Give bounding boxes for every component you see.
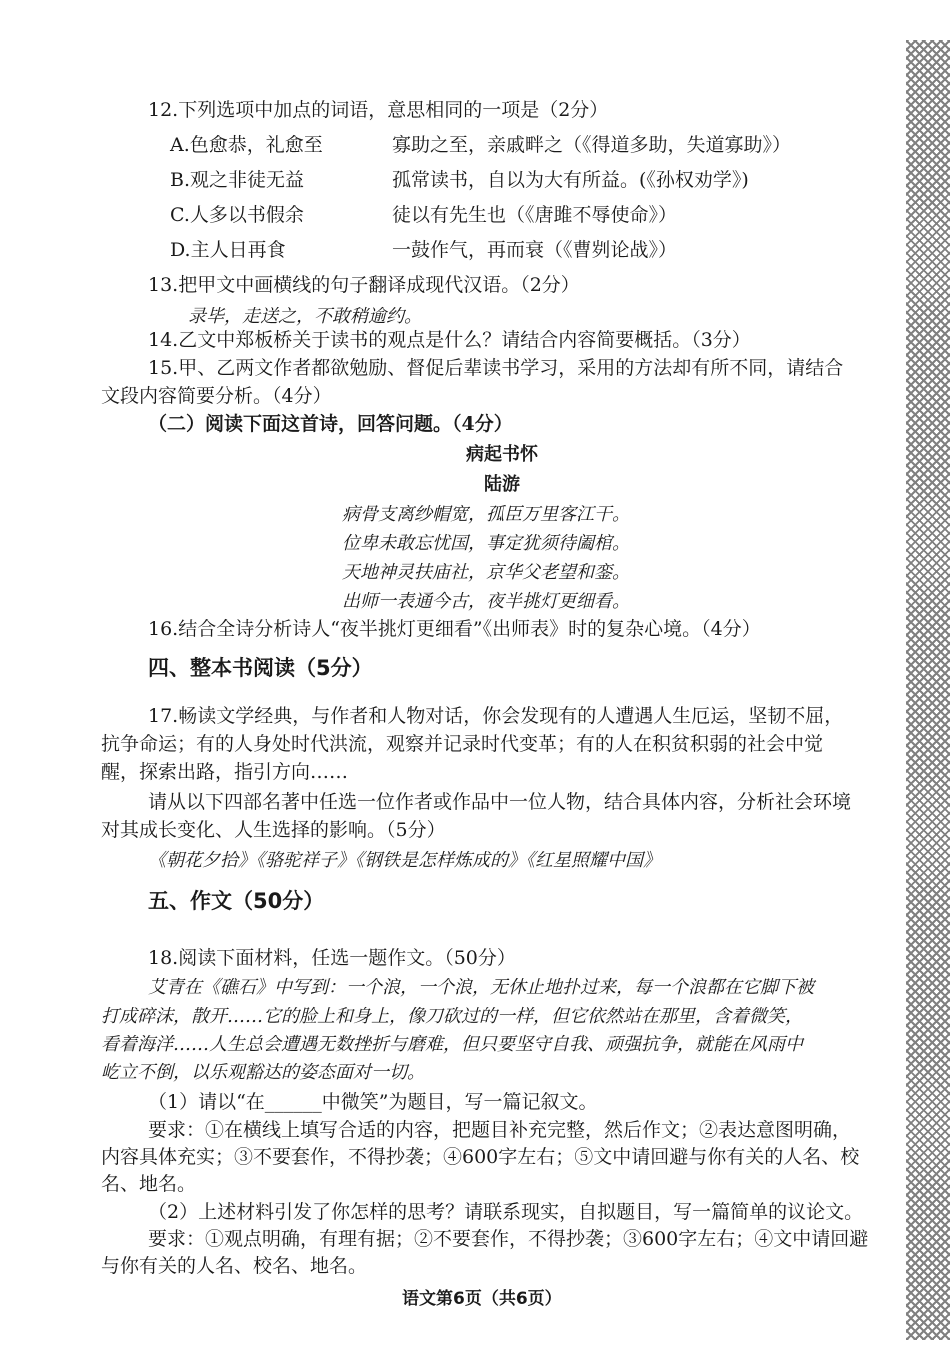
poem-line-4: 出师一表通今古，夜半挑灯更细看。 bbox=[342, 591, 630, 612]
section4-line-5: 对其成长变化、人生选择的影响。（5分） bbox=[101, 819, 446, 841]
q12-option-c-right: 徒以有先生也（《唐雎不辱使命》） bbox=[392, 204, 678, 226]
task1-req-3: 名、地名。 bbox=[101, 1173, 197, 1195]
section4-line-3: 醒，探索出路，指引方向…… bbox=[101, 761, 349, 783]
poem-line-3: 天地神灵扶庙社，京华父老望和銮。 bbox=[342, 562, 630, 583]
q18-stem: 18.阅读下面材料，任选一题作文。（50分） bbox=[148, 947, 516, 969]
q12-option-d-left: D.主人日再食 bbox=[170, 239, 286, 261]
poem-author: 陆游 bbox=[484, 474, 520, 495]
q12-option-d-right: 一鼓作气，再而衰（《曹刿论战》） bbox=[392, 239, 678, 261]
q15-line-1: 15.甲、乙两文作者都欲勉励、督促后辈读书学习，采用的方法却有所不同，请结合 bbox=[148, 357, 844, 379]
q16-stem: 16.结合全诗分析诗人“夜半挑灯更细看”《出师表》时的复杂心境。（4分） bbox=[148, 618, 761, 640]
binding-edge bbox=[906, 40, 950, 1340]
section4-heading: 四、整本书阅读（5分） bbox=[148, 656, 373, 680]
task1-req-1: 要求：①在横线上填写合适的内容，把题目补充完整，然后作文；②表达意图明确， bbox=[148, 1119, 852, 1141]
q13-quote: 录毕，走送之，不敢稍逾约。 bbox=[188, 306, 422, 327]
task2-req-1: 要求：①观点明确，有理有据；②不要套作，不得抄袭；③600字左右；④文中请回避 bbox=[148, 1228, 869, 1250]
section4-line-4: 请从以下四部名著中任选一位作者或作品中一位人物，结合具体内容，分析社会环境 bbox=[148, 791, 852, 813]
poem-title: 病起书怀 bbox=[466, 444, 538, 465]
section4-books: 《朝花夕拾》《骆驼祥子》《钢铁是怎样炼成的》《红星照耀中国》 bbox=[148, 850, 661, 871]
poem-line-2: 位卑未敢忘忧国，事定犹须待阖棺。 bbox=[342, 533, 630, 554]
task2-req-2: 与你有关的人名、校名、地名。 bbox=[101, 1255, 368, 1277]
q12-option-c-left: C.人多以书假余 bbox=[170, 204, 304, 226]
task1-req-2: 内容具体充实；③不要套作，不得抄袭；④600字左右；⑤文中请回避与你有关的人名、校 bbox=[101, 1146, 860, 1168]
section4-line-2: 抗争命运；有的人身处时代洪流，观察并记录时代变革；有的人在积贫积弱的社会中觉 bbox=[101, 733, 824, 755]
section4-line-1: 17.畅读文学经典，与作者和人物对话，你会发现有的人遭遇人生厄运，坚韧不屈， bbox=[148, 705, 844, 727]
material-line-4: 屹立不倒，以乐观豁达的姿态面对一切。 bbox=[101, 1062, 425, 1083]
poem-line-1: 病骨支离纱帽宽，孤臣万里客江干。 bbox=[342, 504, 630, 525]
material-line-1: 艾青在《礁石》中写到：一个浪，一个浪，无休止地扑过来，每一个浪都在它脚下被 bbox=[148, 977, 814, 998]
part2-heading: （二）阅读下面这首诗，回答问题。（4分） bbox=[148, 413, 513, 435]
q12-stem: 12.下列选项中加点的词语，意思相同的一项是（2分） bbox=[148, 99, 609, 121]
task1-title: （1）请以“在______中微笑”为题目，写一篇记叙文。 bbox=[148, 1091, 598, 1113]
q12-option-b-left: B.观之非徒无益 bbox=[170, 169, 305, 191]
q14-stem: 14.乙文中郑板桥关于读书的观点是什么？请结合内容简要概括。（3分） bbox=[148, 329, 751, 351]
task2-title: （2）上述材料引发了你怎样的思考？请联系现实，自拟题目，写一篇简单的议论文。 bbox=[148, 1201, 864, 1223]
page-footer: 语文第6页（共6页） bbox=[402, 1289, 562, 1309]
q12-option-b-right: 孤常读书，自以为大有所益。(《孙权劝学》) bbox=[392, 169, 749, 191]
q12-option-a-left: A.色愈恭，礼愈至 bbox=[170, 134, 323, 156]
q13-stem: 13.把甲文中画横线的句子翻译成现代汉语。（2分） bbox=[148, 274, 580, 296]
q15-line-2: 文段内容简要分析。（4分） bbox=[101, 385, 332, 407]
q12-option-a-right: 寡助之至，亲戚畔之（《得道多助，失道寡助》） bbox=[392, 134, 792, 156]
section5-heading: 五、作文（50分） bbox=[148, 889, 325, 913]
material-line-2: 打成碎沫，散开……它的脸上和身上，像刀砍过的一样，但它依然站在那里，含着微笑， bbox=[101, 1006, 803, 1027]
material-line-3: 看着海洋……人生总会遭遇无数挫折与磨难，但只要坚守自我、顽强抗争，就能在风雨中 bbox=[101, 1034, 803, 1055]
